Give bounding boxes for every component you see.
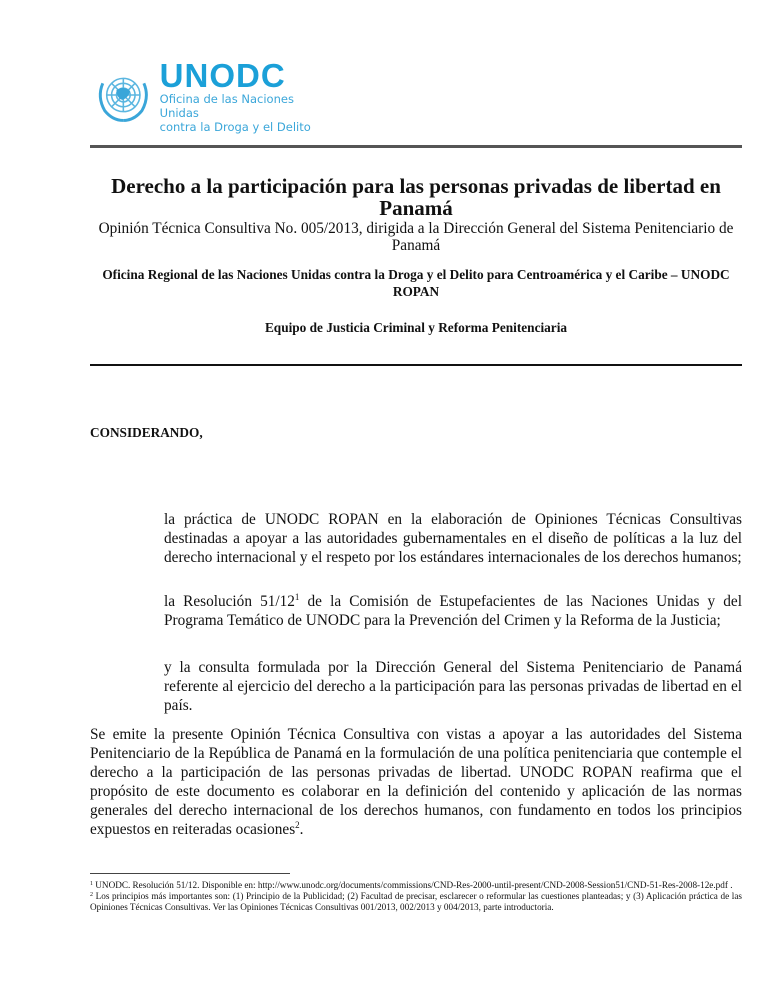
- header-bottom-divider: [90, 364, 742, 366]
- un-emblem-icon: [93, 65, 154, 127]
- logo-name: UNODC: [159, 56, 286, 94]
- paragraph-text: de la Comisión de Estupefacientes de las Naciones Unidas y del Programa Temático de UNODC para la Prevención del Crimen y la Reforma de la Justicia;: [164, 593, 742, 629]
- footnote-2: [90, 891, 742, 913]
- main-paragraph: [90, 725, 742, 839]
- logo-subtitle-line2: contra la Droga y el Delito: [159, 119, 311, 134]
- unodc-logo: [93, 56, 333, 134]
- paragraph-text: la Resolución 51/12: [164, 593, 295, 610]
- footnote-separator: [90, 873, 290, 874]
- considerando-paragraph-3: y la consulta formulada por la Dirección General del Sistema Penitenciario de Panamá referente al ejercicio del derecho a la participación para las personas privadas de libertad en el país.: [164, 659, 742, 714]
- paragraph-end: .: [299, 821, 304, 838]
- footnote-number: 1: [90, 881, 93, 887]
- office-name: Oficina Regional de las Naciones Unidas contra la Droga y el Delito para Centroamérica y el Caribe – UNODC ROPAN: [102, 267, 730, 299]
- top-divider: [90, 145, 742, 148]
- considerando-paragraph-1: la práctica de UNODC ROPAN en la elaboración de Opiniones Técnicas Consultivas destinadas a apoyar a las autoridades gubernamentales en el diseño de políticas a la luz del derecho internacional y el respeto por los estándares internacionales de los derechos humanos;: [164, 511, 742, 566]
- document-title: Derecho a la participación para las personas privadas de libertad en Panamá: [111, 174, 721, 220]
- logo-subtitle-line1: Oficina de las Naciones Unidas: [159, 91, 294, 120]
- footnote-text: UNODC. Resolución 51/12. Disponible en: http://www.unodc.org/documents/commissions/CND-Res-2000-until-present/CND-2008-Session51/CND-51-Res-2008-12e.pdf .: [93, 880, 733, 890]
- footnote-text: Los principios más importantes son: (1) Principio de la Publicidad; (2) Facultad de precisar, esclarecer o reformular las cuestiones planteadas; y (3) Aplicación práctica de las Opiniones Técnicas Consultivas. Ver las Opiniones Técnicas Consultivas 001/2013, 002/2013 y 004/2013, parte introductoria.: [90, 891, 742, 912]
- footnote-1: [90, 880, 742, 891]
- considerando-heading: CONSIDERANDO,: [90, 425, 203, 440]
- considerando-paragraph-2: [164, 592, 742, 630]
- footnote-ref-1[interactable]: 1: [294, 592, 300, 602]
- team-name: Equipo de Justicia Criminal y Reforma Penitenciaria: [264, 320, 568, 335]
- document-subtitle: Opinión Técnica Consultiva No. 005/2013, dirigida a la Dirección General del Sistema Penitenciario de Panamá: [98, 220, 734, 254]
- footnotes: [90, 880, 742, 913]
- footnote-number: 2: [90, 892, 93, 898]
- footnote-ref-2[interactable]: 2: [295, 820, 300, 830]
- paragraph-text: Se emite la presente Opinión Técnica Consultiva con vistas a apoyar a las autoridades del Sistema Penitenciario de la República de Panamá en la formulación de una política penitenciaria que contemple el derecho a la participación de las personas privadas de libertad. UNODC ROPAN reafirma que el propósito de este documento es colaborar en la definición del contenido y aplicación de las normas generales del derecho internacional de los derechos humanos, con fundamento en todos los principios expuestos en reiteradas ocasiones: [90, 726, 742, 838]
